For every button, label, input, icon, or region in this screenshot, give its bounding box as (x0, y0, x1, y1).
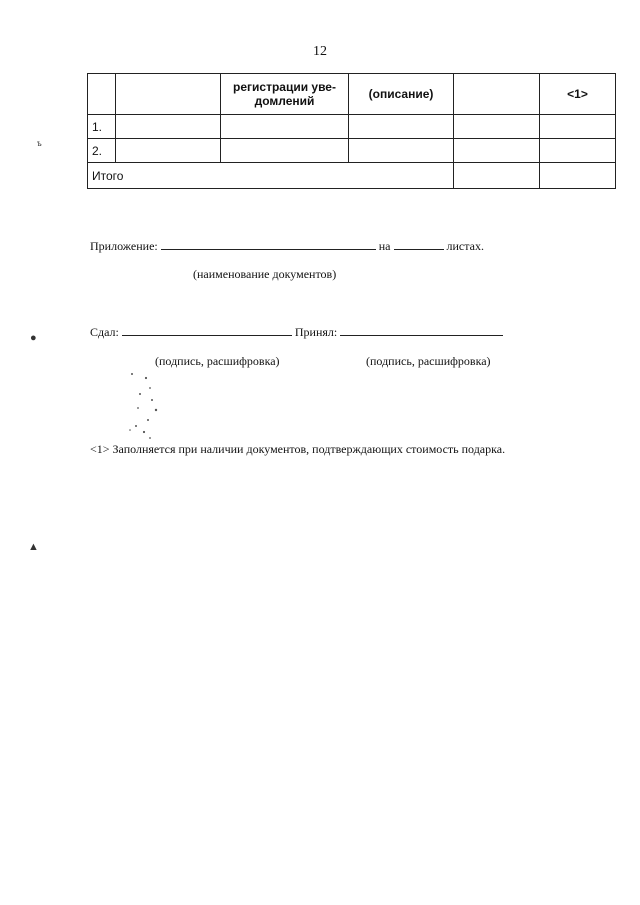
attachment-on: на (378, 239, 391, 253)
table-cell (221, 139, 349, 163)
received-label: Принял: (294, 325, 338, 339)
table-row (88, 139, 616, 163)
table-cell (454, 163, 540, 189)
row-number: 2. (88, 139, 116, 163)
scan-noise-mark (118, 370, 168, 450)
footnote: <1> Заполняется при наличии документов, подтверждающих стоимость подарка. (90, 442, 506, 456)
total-row (88, 163, 616, 189)
handed-signature-blank (122, 324, 292, 336)
total-label: Итого (88, 163, 454, 189)
attachment-sheets: листах. (446, 239, 484, 253)
scan-speck-icon: ● (30, 332, 37, 344)
handed-label: Сдал: (90, 325, 119, 339)
sheets-count-blank (394, 238, 444, 250)
attachment-blank (161, 238, 376, 250)
table-cell (349, 139, 454, 163)
table-cell (540, 139, 616, 163)
header-cell: регистрации уве- домлений (221, 74, 349, 115)
attachment-caption: (наименование документов) (193, 267, 337, 281)
scan-speck-icon: ▲ (28, 541, 39, 553)
header-cell (454, 74, 540, 115)
attachment-line (90, 238, 484, 254)
received-signature-blank (340, 324, 503, 336)
table-cell (116, 115, 221, 139)
scan-speck-icon: ъ (37, 138, 42, 148)
header-cell (116, 74, 221, 115)
attachment-label: Приложение: (90, 239, 158, 253)
table-cell (221, 115, 349, 139)
table-cell (540, 163, 616, 189)
header-cell: (описание) (349, 74, 454, 115)
received-caption: (подпись, расшифровка) (366, 354, 491, 368)
header-cell: <1> (540, 74, 616, 115)
row-number: 1. (88, 115, 116, 139)
page-number: 12 (313, 44, 327, 59)
table-cell (349, 115, 454, 139)
table-cell (454, 115, 540, 139)
table-cell (454, 139, 540, 163)
signature-line (90, 324, 503, 340)
gift-registration-table (87, 73, 616, 189)
table-cell (116, 139, 221, 163)
table-row (88, 115, 616, 139)
header-cell (88, 74, 116, 115)
table-cell (540, 115, 616, 139)
handed-caption: (подпись, расшифровка) (155, 354, 280, 368)
table-header-row (88, 74, 616, 115)
